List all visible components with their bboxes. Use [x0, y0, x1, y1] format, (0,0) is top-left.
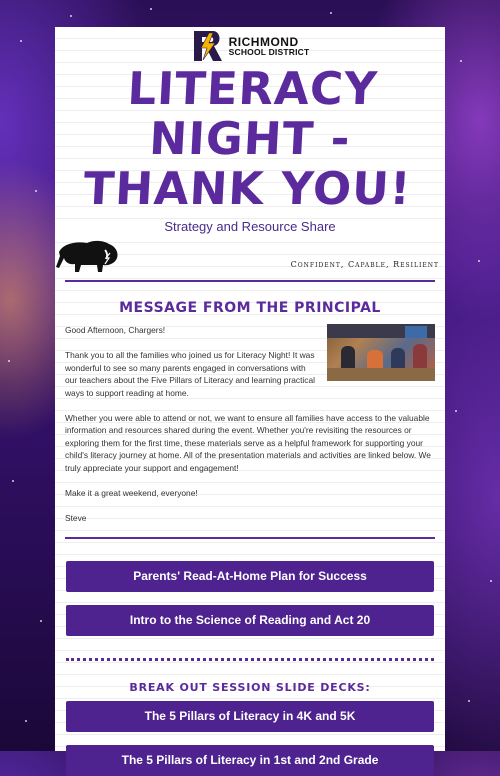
letter-closing: Make it a great weekend, everyone!: [65, 487, 198, 498]
newsletter-page: [55, 27, 445, 767]
letter-greeting: Good Afternoon, Chargers!: [65, 325, 166, 335]
literacy-night-photo: [327, 324, 435, 381]
principal-message-title: MESSAGE FROM THE PRINCIPAL: [119, 300, 381, 316]
breakout-section-title: BREAK OUT SESSION SLIDE DECKS:: [129, 680, 371, 694]
district-logo: [55, 28, 445, 64]
principal-letter: [55, 324, 445, 524]
pillars-4k-5k-button[interactable]: The 5 Pillars of Literacy in 4K and 5K: [66, 701, 434, 732]
letter-paragraph-1: Thank you to all the families who joined us for Literacy Night! It was wonderful to see so many parents engaged in conversations with our teachers about the Five Pillars of Literacy and learning practical ways to support reading at home.: [65, 350, 315, 398]
district-subname: SCHOOL DISTRICT: [228, 46, 310, 57]
richmond-logo-icon: [191, 29, 225, 63]
pillars-1st-2nd-button[interactable]: The 5 Pillars of Literacy in 1st and 2nd Grade: [66, 745, 434, 776]
letter-signature: Steve: [65, 512, 87, 523]
divider: [65, 280, 435, 282]
read-at-home-plan-button[interactable]: Parents' Read-At-Home Plan for Success: [66, 561, 434, 592]
science-of-reading-button[interactable]: Intro to the Science of Reading and Act 20: [66, 605, 434, 636]
letter-paragraph-2: Whether you were able to attend or not, we want to ensure all families have access to the valuable information and resources shared during the event. Whether you're revisiting the resources or exploring them for the first time, these materials serve as a helpful framework for supporting your child's literacy journey at home. All of the presentation materials and activities are linked below. We truly appreciate your support and engagement!: [65, 412, 431, 473]
district-name: RICHMOND: [228, 34, 299, 49]
bull-mascot-icon: [55, 238, 121, 274]
page-subtitle: Strategy and Resource Share: [55, 219, 445, 234]
dotted-divider: [66, 658, 434, 661]
page-headline: LITERACY NIGHT - THANK YOU!: [82, 62, 413, 215]
district-motto: Confident, Capable, Resilient: [290, 260, 439, 269]
